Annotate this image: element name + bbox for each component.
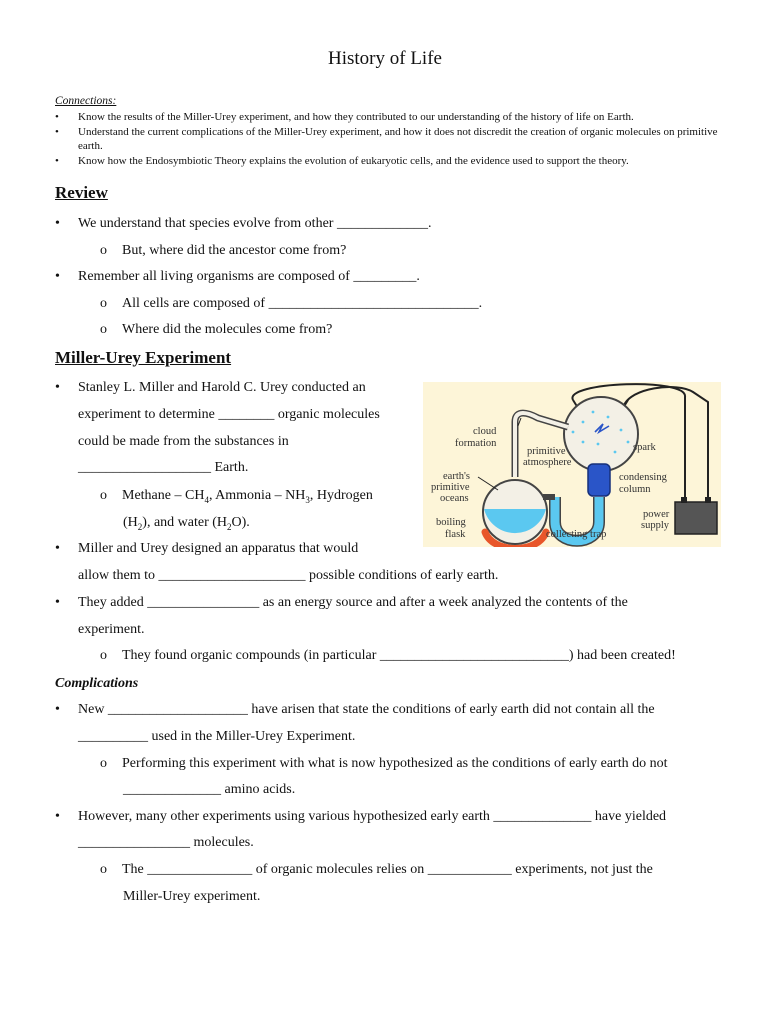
page-title: History of Life	[328, 48, 442, 69]
atmosphere-flask	[564, 397, 638, 471]
label-power: power	[643, 509, 670, 520]
sub-bullet: o Performing this experiment with what is now hypothesized as the conditions of early earth do not	[100, 756, 668, 771]
connections-heading: Connections:	[55, 95, 117, 107]
sub-bullet-text: The _______________ of organic molecules relies on ____________ experiments, not just the	[122, 862, 653, 877]
subscript: 4	[204, 494, 209, 505]
subscript: 3	[305, 494, 310, 505]
miller-urey-apparatus-diagram	[423, 382, 721, 547]
label-atmosphere: atmosphere	[523, 457, 572, 468]
power-supply-box	[675, 502, 717, 534]
bullet-text: Remember all living organisms are composed of _________.	[78, 269, 420, 284]
bullet-continuation: experiment.	[78, 622, 145, 637]
miller-urey-heading: Miller-Urey Experiment	[55, 348, 232, 367]
text: , Hydrogen	[309, 488, 373, 503]
sub-bullet-continuation	[123, 515, 250, 532]
label-spark: spark	[633, 442, 656, 453]
sub-bullet: o Where did the molecules come from?	[100, 322, 333, 337]
bullet-text: However, many other experiments using various hypothesized early earth ______________ have yielded	[78, 809, 667, 824]
condensing-column	[588, 464, 610, 496]
text: (H	[123, 515, 138, 530]
connection-item: • Understand the current complications of the Miller-Urey experiment, and how it does not discredit the creation of organic molecules on primitive earth.	[55, 125, 735, 154]
label-supply: supply	[641, 520, 670, 531]
sub-bullet-text: But, where did the ancestor come from?	[122, 243, 347, 258]
complications-heading: Complications	[55, 676, 139, 691]
label-column: column	[619, 484, 651, 495]
bullet-continuation: could be made from the substances in	[78, 434, 289, 449]
text: Methane – CH	[122, 488, 205, 503]
label-formation: formation	[455, 438, 497, 449]
subscript: 2	[227, 521, 232, 532]
sub-bullet-text: They found organic compounds (in particular ___________________________) had been created!	[122, 648, 676, 663]
label-boiling: boiling	[436, 517, 466, 528]
sub-bullet: o But, where did the ancestor come from?	[100, 243, 347, 258]
sub-bullet-continuation: Miller-Urey experiment.	[123, 889, 261, 904]
subscript: 2	[137, 521, 143, 532]
label-oceans: oceans	[440, 493, 469, 504]
terminal	[705, 497, 711, 503]
terminal	[681, 497, 687, 503]
bullet-continuation: ________________ molecules.	[78, 835, 254, 850]
label-collecting-trap: collecting trap	[546, 529, 607, 540]
label-cloud: cloud	[473, 426, 497, 437]
bullet-continuation: allow them to _____________________ possible conditions of early earth.	[78, 568, 499, 583]
review-heading: Review	[55, 183, 108, 202]
sub-bullet-continuation: ______________ amino acids.	[123, 782, 296, 797]
sub-bullet: o All cells are composed of ______________________________.	[100, 296, 483, 311]
bullet-continuation: experiment to determine ________ organic molecules	[78, 407, 380, 422]
text: ), and water (H	[142, 515, 228, 530]
bullet-continuation: ___________________ Earth.	[78, 460, 249, 475]
sub-bullet-text: Performing this experiment with what is now hypothesized as the conditions of early earth do not	[122, 756, 668, 771]
connection-item: • Know the results of the Miller-Urey experiment, and how they contributed to our understanding of the history of life on Earth.	[55, 110, 735, 125]
text: , Ammonia – NH	[208, 488, 306, 503]
sub-bullet-text: All cells are composed of ______________________________.	[122, 296, 483, 311]
label-earths: earth's	[443, 471, 470, 482]
sub-bullet: o Methane – $CH_4$, Ammonia – $NH_3$, Hydrogen	[100, 488, 373, 505]
bullet-text: Miller and Urey designed an apparatus that would	[78, 541, 359, 556]
sub-bullet: o They found organic compounds (in particular ___________________________) had been created!	[100, 648, 676, 663]
label-primitive: primitive	[527, 446, 566, 457]
sub-bullet: o The _______________ of organic molecules relies on ____________ experiments, not just the	[100, 862, 653, 877]
text: O).	[231, 515, 250, 530]
bullet-continuation: __________ used in the Miller-Urey Experiment.	[78, 729, 356, 744]
bullet-text: New ____________________ have arisen that state the conditions of early earth did not contain all the	[78, 702, 655, 717]
label-primitive-oceans: primitive	[431, 482, 470, 493]
label-flask: flask	[445, 529, 466, 540]
connections-list	[55, 110, 735, 168]
connection-item: • Know how the Endosymbiotic Theory explains the evolution of eukaryotic cells, and the evidence used to support the theory.	[55, 154, 735, 169]
worksheet-page: History of Life Connections: • Know the results of the Miller-Urey experiment, and how they contributed to our understanding of the history of life on Earth. • Understand the current complications of the Miller-Urey experiment, and how it does not discredit the creation of organic molecules on primitive earth. • Know how the Endosymbiotic Theory explains the evolution of eukaryotic cells, and the evidence used to support the theory. Review • We understand that species evolve from other _____________. o But, where did the ancestor come from? • Remember all living organisms are composed of _________. o All cells are composed of ______________________________. o Where did the molecules come from? Miller-Urey Experiment • Stanley L. Miller and Harold C. Urey conducted an experiment to determine ________ organic molecules could be made from the substances in ___________________ Earth. o Methane – $CH_4$, Ammonia – $NH_3$, Hydrogen $(H_2)$, and water $(H_2O)$. • Miller and Urey designed an apparatus that would allow them to _____________________ possible conditions of early earth. • They added ________________ as an energy source and after a week analyzed the contents of the experiment. o They found organic compounds (in particular ___________________________) had been created! cloud formation primitive atmosphere spark earth's primitive oceans condensing column power supply boiling flask collecting trap Complications • New ____________________ have arisen that state the conditions of early earth did not contain all the __________ used in the Miller-Urey Experiment. o Performing this experiment with what is now hypothesized as the conditions of early earth do not ______________ amino acids. • However, many other experiments using various hypothesized early earth ______________ have yielded ________________ molecules. o The _______________ of organic molecules relies on ____________ experiments, not just the Miller-Urey experiment.	[0, 0, 770, 1024]
label-condensing: condensing	[619, 472, 667, 483]
bullet-text: We understand that species evolve from other _____________.	[78, 216, 432, 231]
bullet-text: Stanley L. Miller and Harold C. Urey conducted an	[78, 380, 366, 395]
sub-bullet-text: Where did the molecules come from?	[122, 322, 333, 337]
bullet-text: They added ________________ as an energy source and after a week analyzed the contents of the	[78, 595, 628, 610]
